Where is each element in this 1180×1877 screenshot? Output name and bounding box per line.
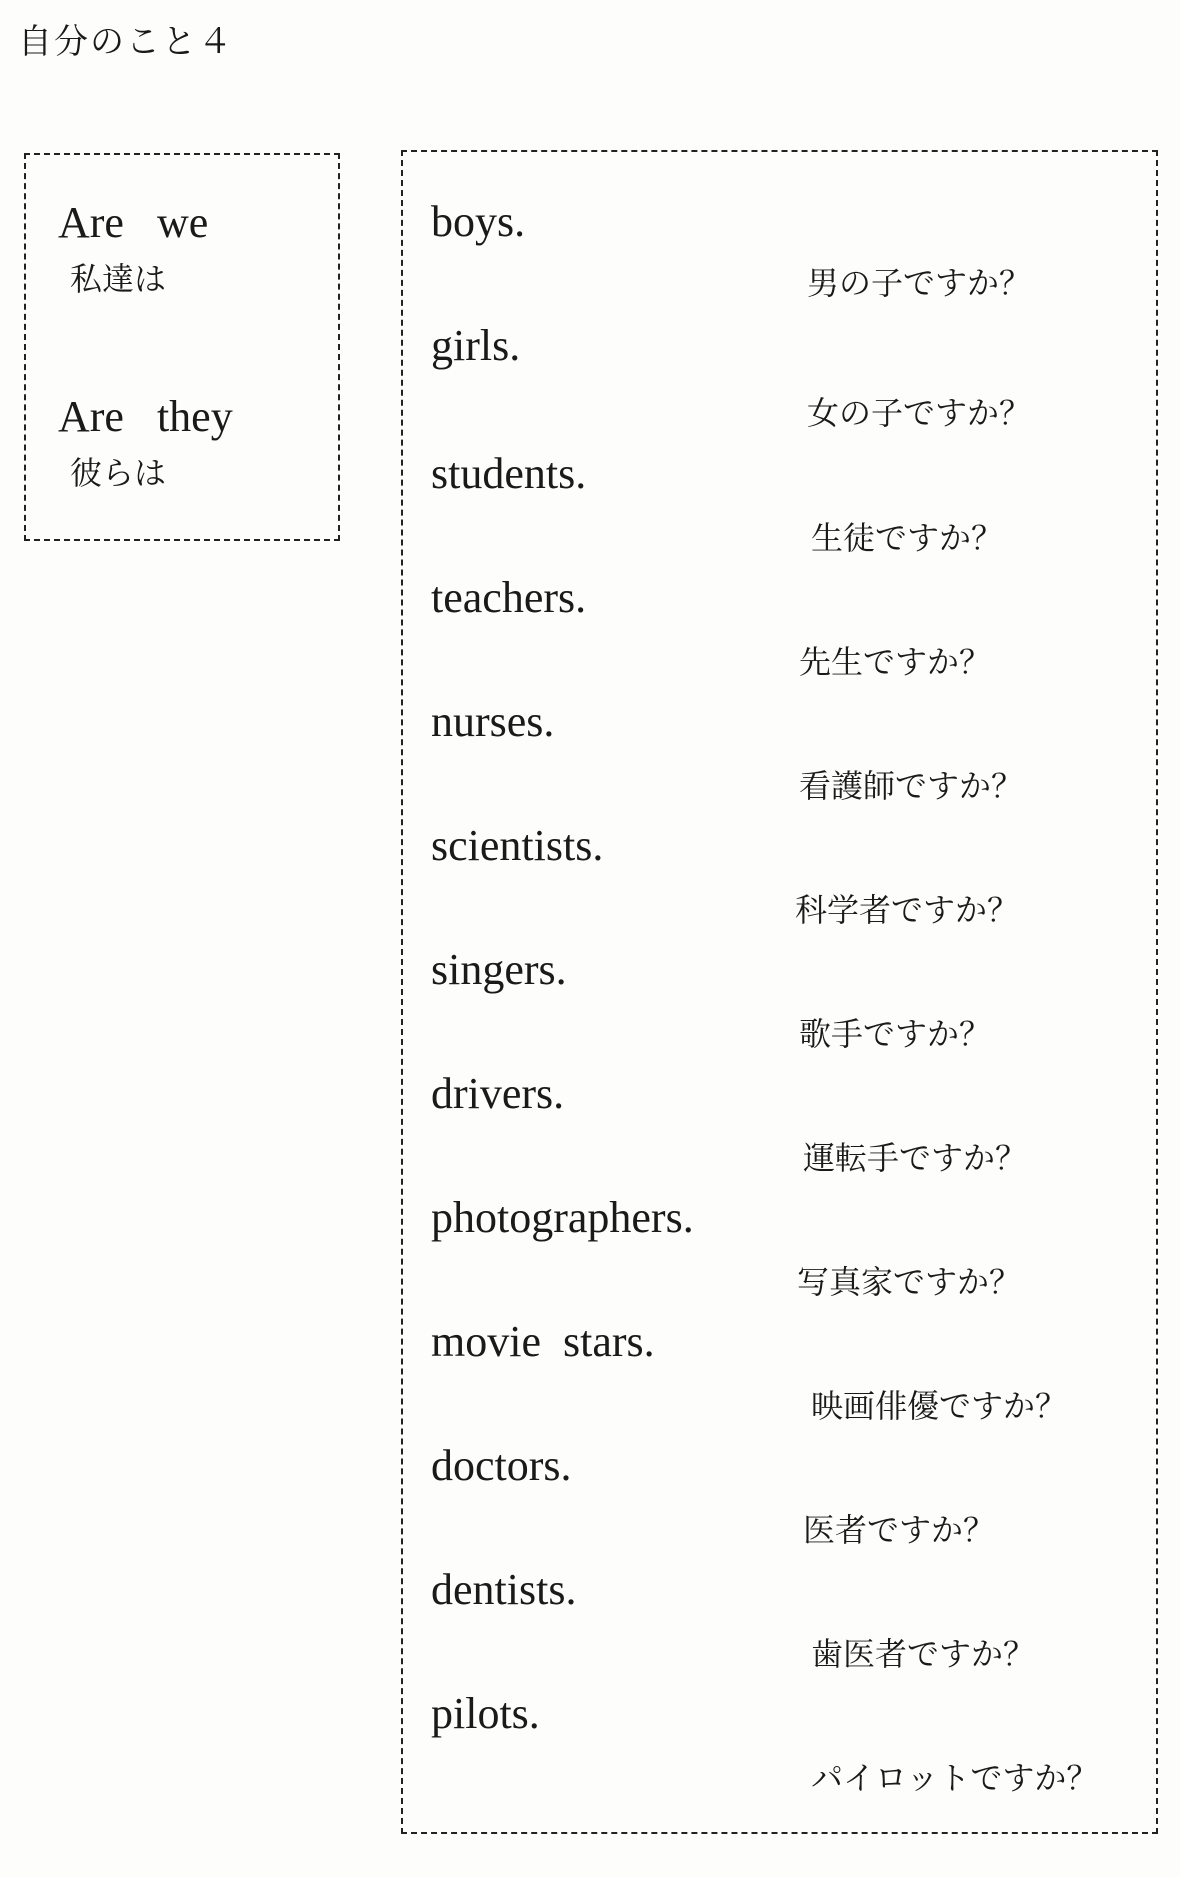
choice-en: photographers. [431,1193,694,1242]
choice-en: drivers. [431,1069,565,1118]
choice-ja: 生徒ですか？ [811,519,1004,557]
subject-box [24,153,340,541]
choice-ja: 映画俳優ですか？ [811,1387,1068,1425]
choice-ja: 歯医者ですか？ [811,1635,1036,1673]
choice-en: dentists. [431,1565,577,1614]
choice-en: students. [431,449,587,498]
choice-ja: 歌手ですか？ [799,1015,992,1053]
choice-ja: 運転手ですか？ [803,1139,1028,1177]
subject-en-they: Are they [58,392,233,441]
choices-box [401,150,1158,1834]
subject-ja-we: 私達は [70,260,167,298]
choice-ja: 男の子ですか？ [807,264,1032,302]
choice-ja: 写真家ですか？ [797,1263,1022,1301]
choice-en: pilots. [431,1689,540,1738]
choice-en: doctors. [431,1441,572,1490]
choice-ja: パイロットですか？ [811,1759,1099,1797]
subject-en-we: Are we [58,198,209,247]
choice-en: singers. [431,945,567,994]
choice-en: girls. [431,321,521,370]
choice-ja: 看護師ですか？ [799,767,1024,805]
choice-ja: 女の子ですか？ [807,394,1032,432]
choice-ja: 医者ですか？ [803,1511,996,1549]
choice-en: teachers. [431,573,587,622]
choice-en: scientists. [431,821,604,870]
choice-ja: 先生ですか？ [799,643,992,681]
subject-ja-they: 彼らは [70,454,167,492]
choice-en: boys. [431,197,526,246]
choice-en: nurses. [431,697,555,746]
choice-ja: 科学者ですか？ [795,891,1020,929]
choice-en: movie stars. [431,1317,655,1366]
page-title: 自分のこと４ [18,22,234,62]
